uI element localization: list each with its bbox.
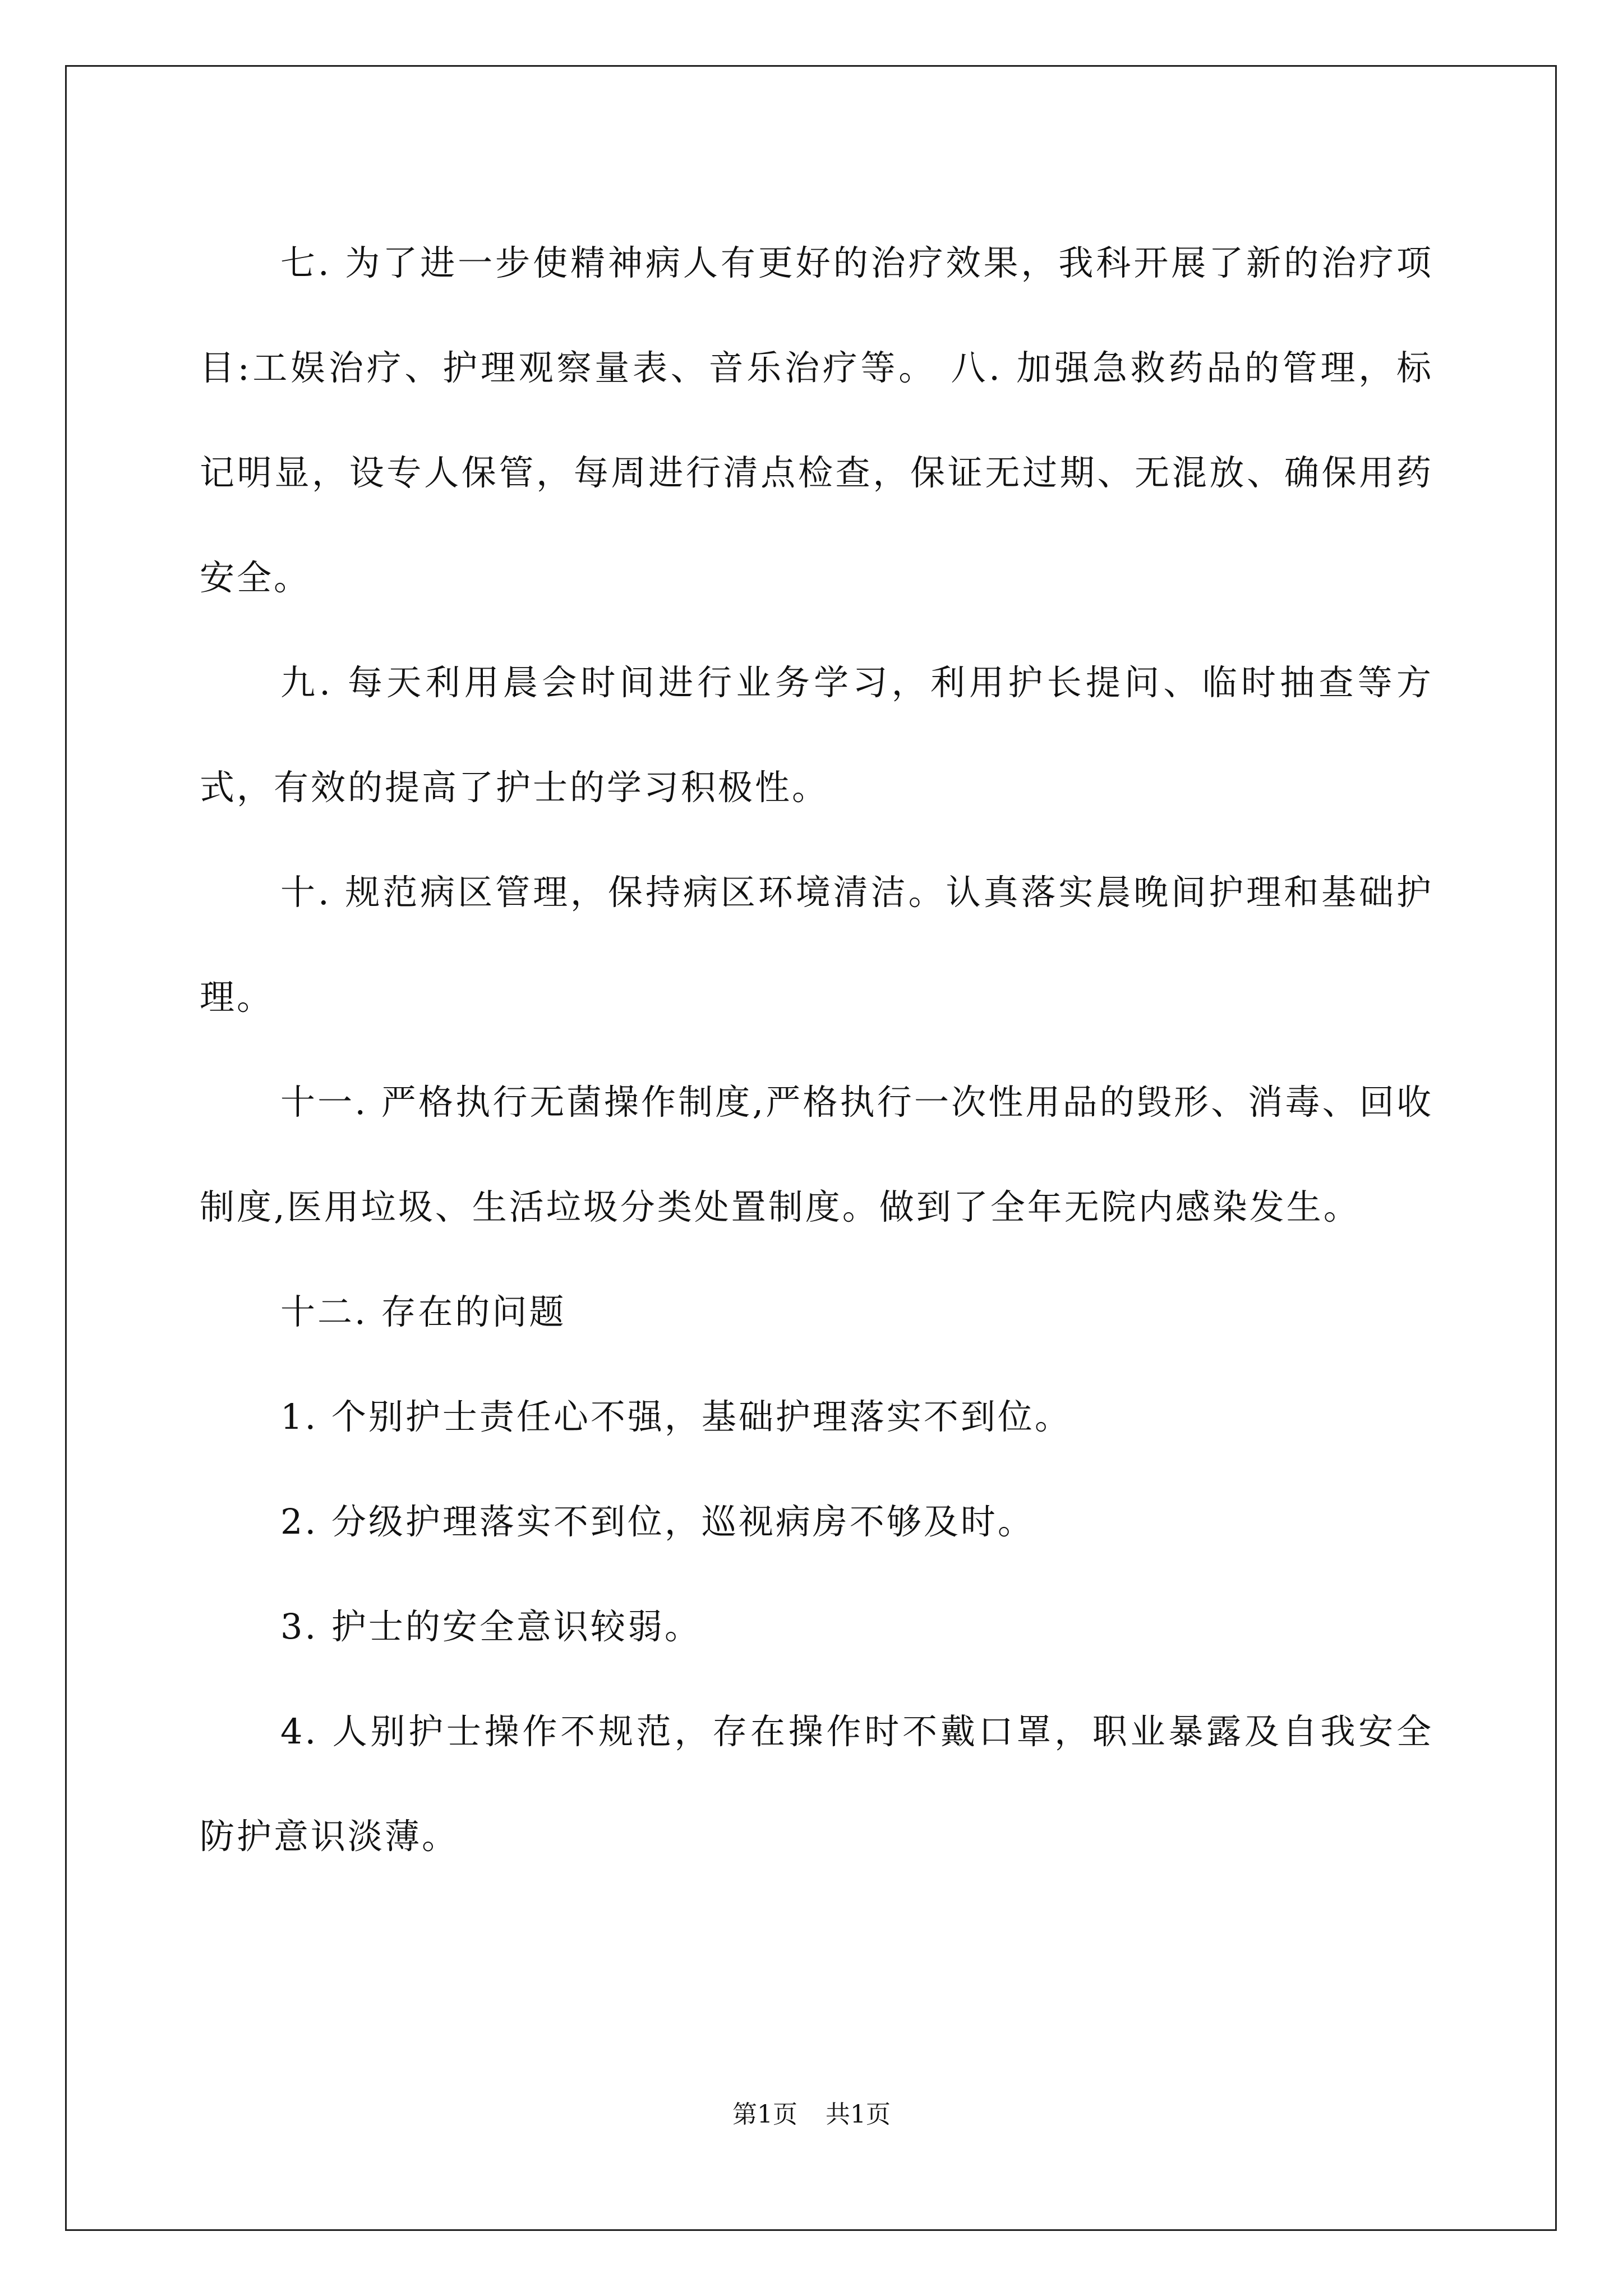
paragraph-11: 十一. 严格执行无菌操作制度,严格执行一次性用品的毁形、消毒、回收制度,医用垃圾、生活垃圾分类处置制度。做到了全年无院内感染发生。	[200, 1082, 1433, 1227]
page-number: 第1页	[732, 2100, 797, 2129]
problem-item-3: 3. 护士的安全意识较弱。	[280, 1606, 702, 1647]
paragraph-12-heading: 十二. 存在的问题	[280, 1291, 566, 1332]
page-total: 共1页	[826, 2100, 891, 2129]
problem-item-2: 2. 分级护理落实不到位，巡视病房不够及时。	[280, 1501, 1035, 1542]
paragraph-10: 十. 规范病区管理，保持病区环境清洁。认真落实晨晚间护理和基础护理。	[200, 872, 1433, 1018]
document-body	[200, 210, 1433, 1889]
problem-item-1: 1. 个别护士责任心不强，基础护理落实不到位。	[280, 1396, 1072, 1437]
problem-item-4: 4. 人别护士操作不规范，存在操作时不戴口罩，职业暴露及自我安全防护意识淡薄。	[200, 1711, 1433, 1857]
paragraph-7-8: 七. 为了进一步使精神病人有更好的治疗效果，我科开展了新的治疗项目:工娱治疗、护理观察量表、音乐治疗等。 八. 加强急救药品的管理，标记明显，设专人保管，每周进行清点检查，保证无过期、无混放、确保用药安全。	[200, 242, 1433, 598]
paragraph-9: 九. 每天利用晨会时间进行业务学习，利用护长提问、临时抽查等方式，有效的提高了护士的学习积极性。	[200, 662, 1433, 808]
page-footer	[0, 2098, 1623, 2132]
